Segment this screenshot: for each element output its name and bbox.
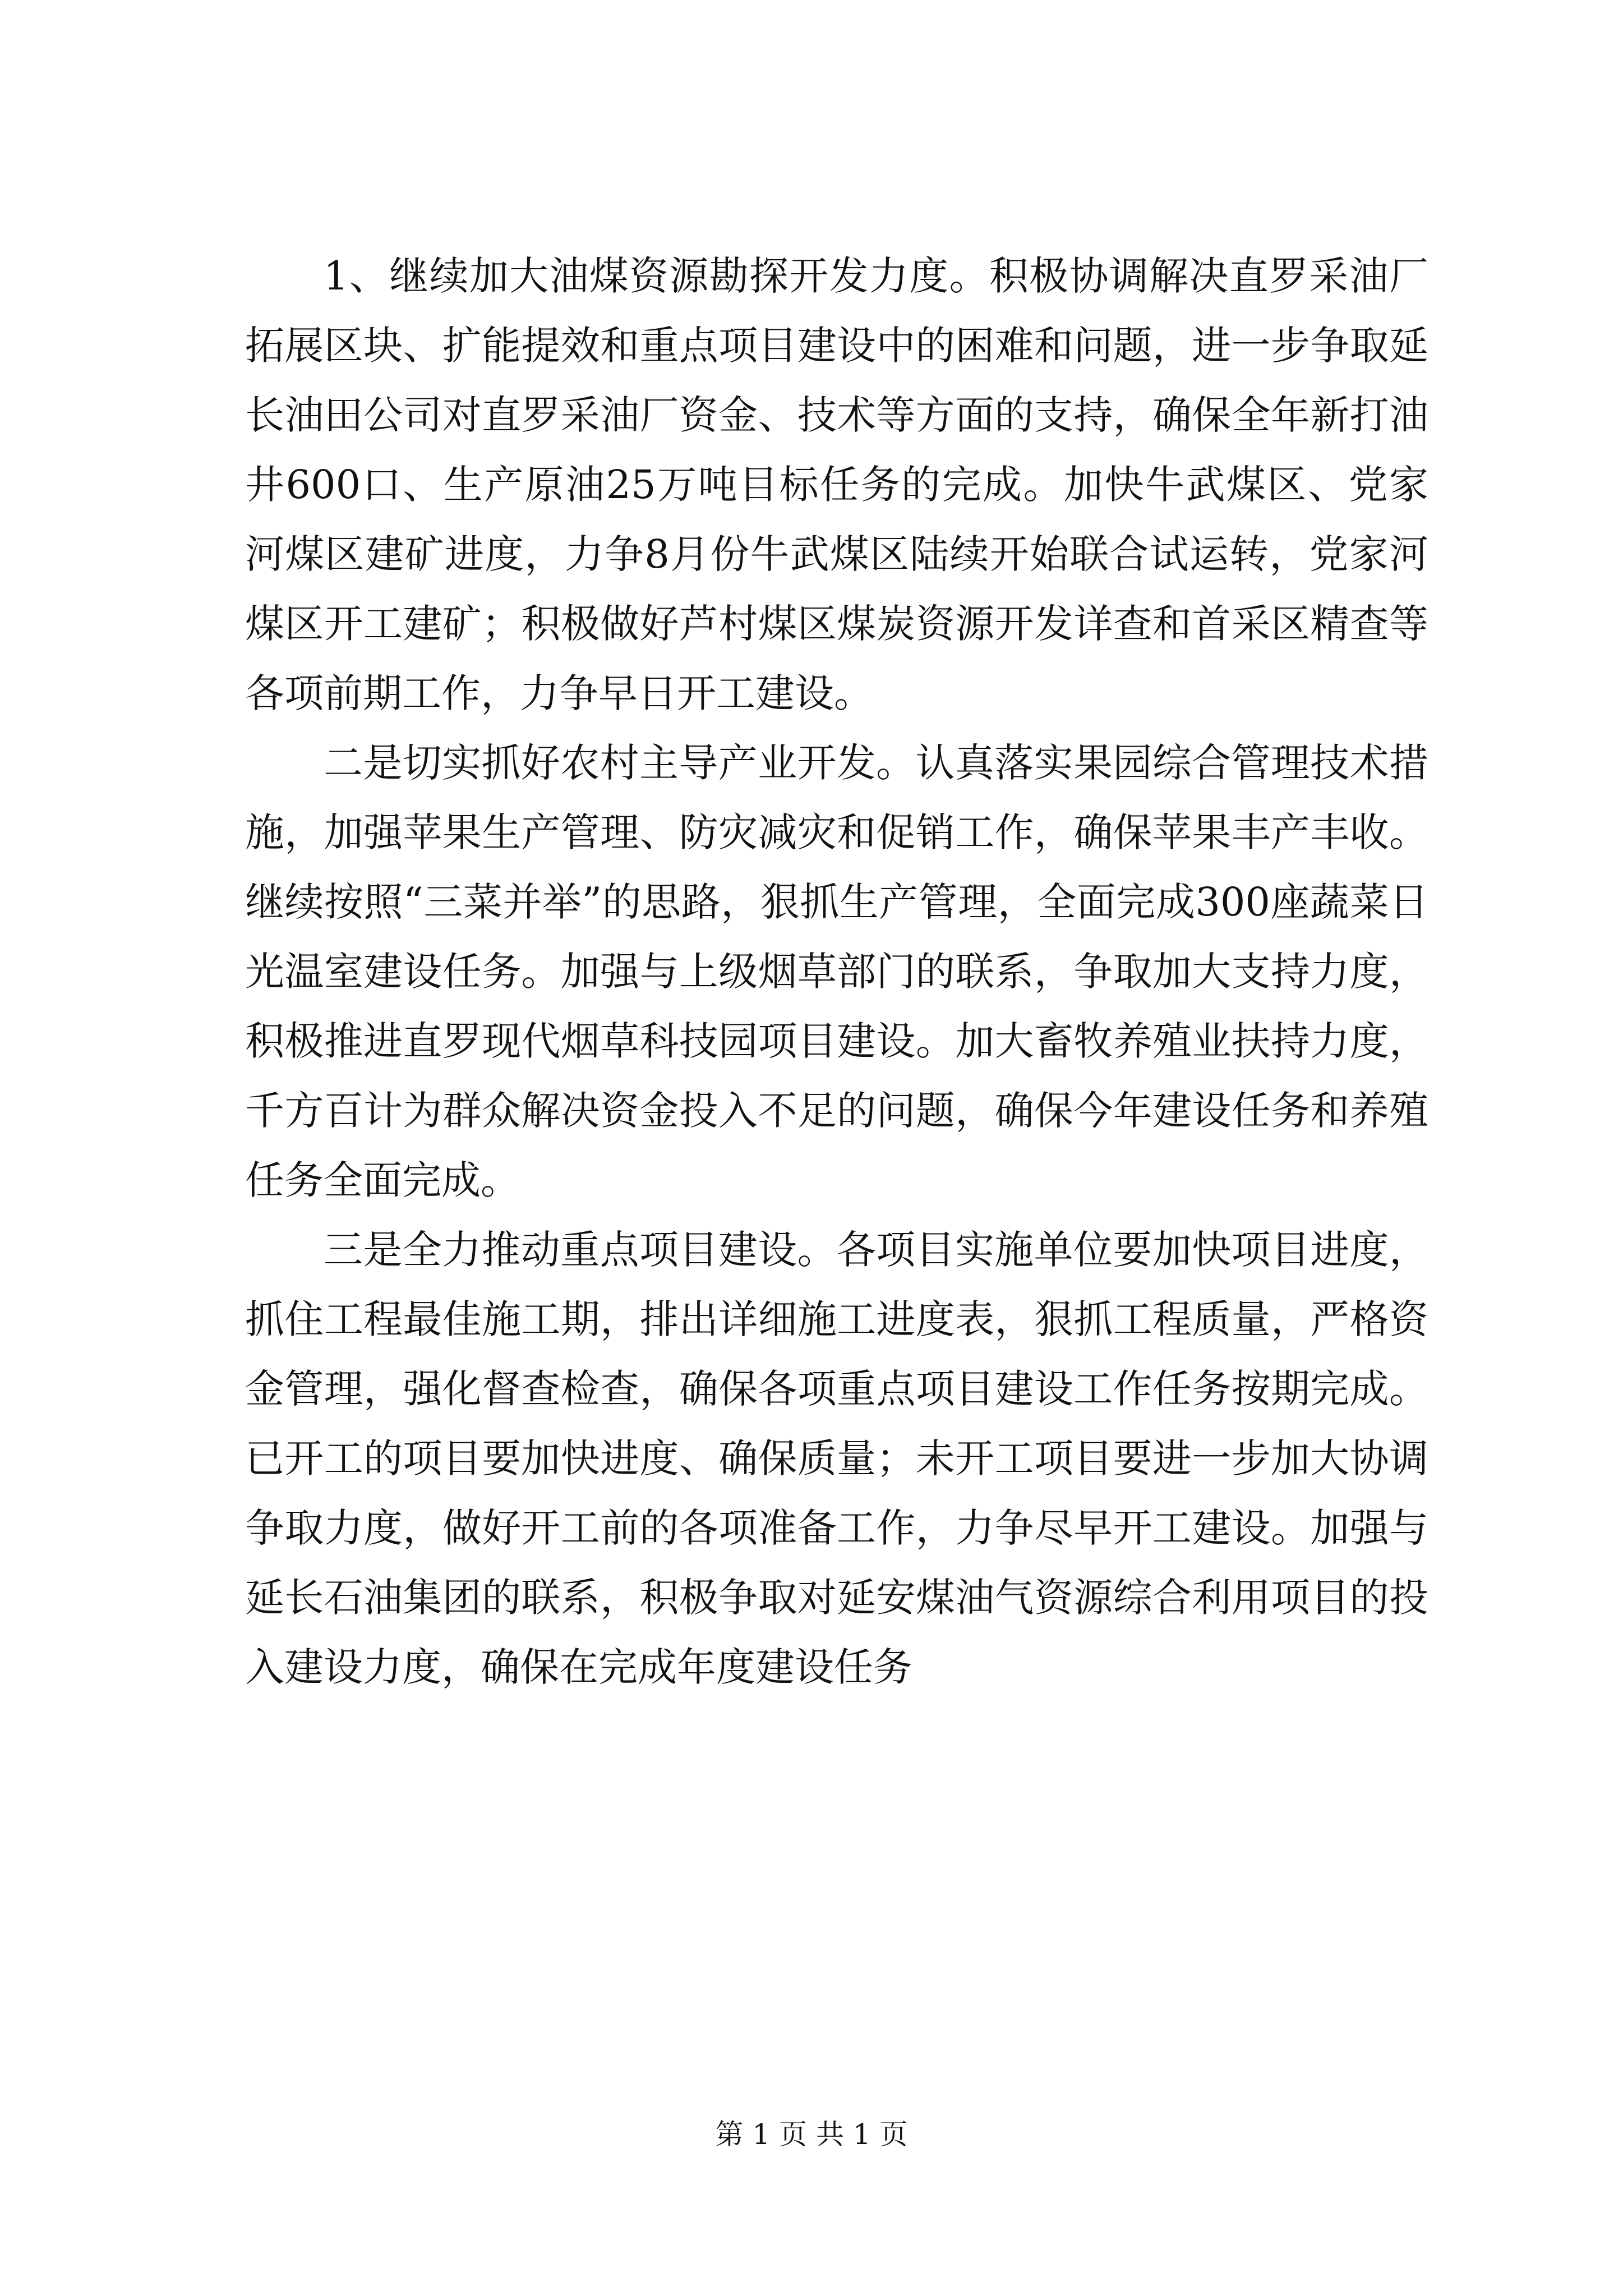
paragraph-key-projects: 三是全力推动重点项目建设。各项目实施单位要加快项目进度，抓住工程最佳施工期，排出详细施工进度表，狠抓工程质量，严格资金管理，强化督查检查，确保各项重点项目建设工作任务按期完成。已开工的项目要加快进度、确保质量；未开工项目要进一步加大协调争取力度，做好开工前的各项准备工作，力争尽早开工建设。加强与延长石油集团的联系，积极争取对延安煤油气资源综合利用项目的投入建设力度，确保在完成年度建设任务	[245, 1227, 1428, 1690]
page-footer: 第 1 页 共 1 页	[715, 2118, 908, 2151]
document-body	[245, 241, 1428, 1702]
paragraph-oil-coal-development: 1、继续加大油煤资源勘探开发力度。积极协调解决直罗采油厂拓展区块、扩能提效和重点项目建设中的困难和问题，进一步争取延长油田公司对直罗采油厂资金、技术等方面的支持，确保全年新打油井600口、生产原油25万吨目标任务的完成。加快牛武煤区、党家河煤区建矿进度，力争8月份牛武煤区陆续开始联合试运转，党家河煤区开工建矿；积极做好芦村煤区煤炭资源开发详查和首采区精查等各项前期工作，力争早日开工建设。	[245, 253, 1428, 716]
paragraph-rural-industry: 二是切实抓好农村主导产业开发。认真落实果园综合管理技术措施，加强苹果生产管理、防灾减灾和促销工作，确保苹果丰产丰收。继续按照“三菜并举”的思路，狠抓生产管理，全面完成300座蔬菜日光温室建设任务。加强与上级烟草部门的联系，争取加大支持力度，积极推进直罗现代烟草科技园项目建设。加大畜牧养殖业扶持力度，千方百计为群众解决资金投入不足的问题，确保今年建设任务和养殖任务全面完成。	[245, 740, 1428, 1203]
